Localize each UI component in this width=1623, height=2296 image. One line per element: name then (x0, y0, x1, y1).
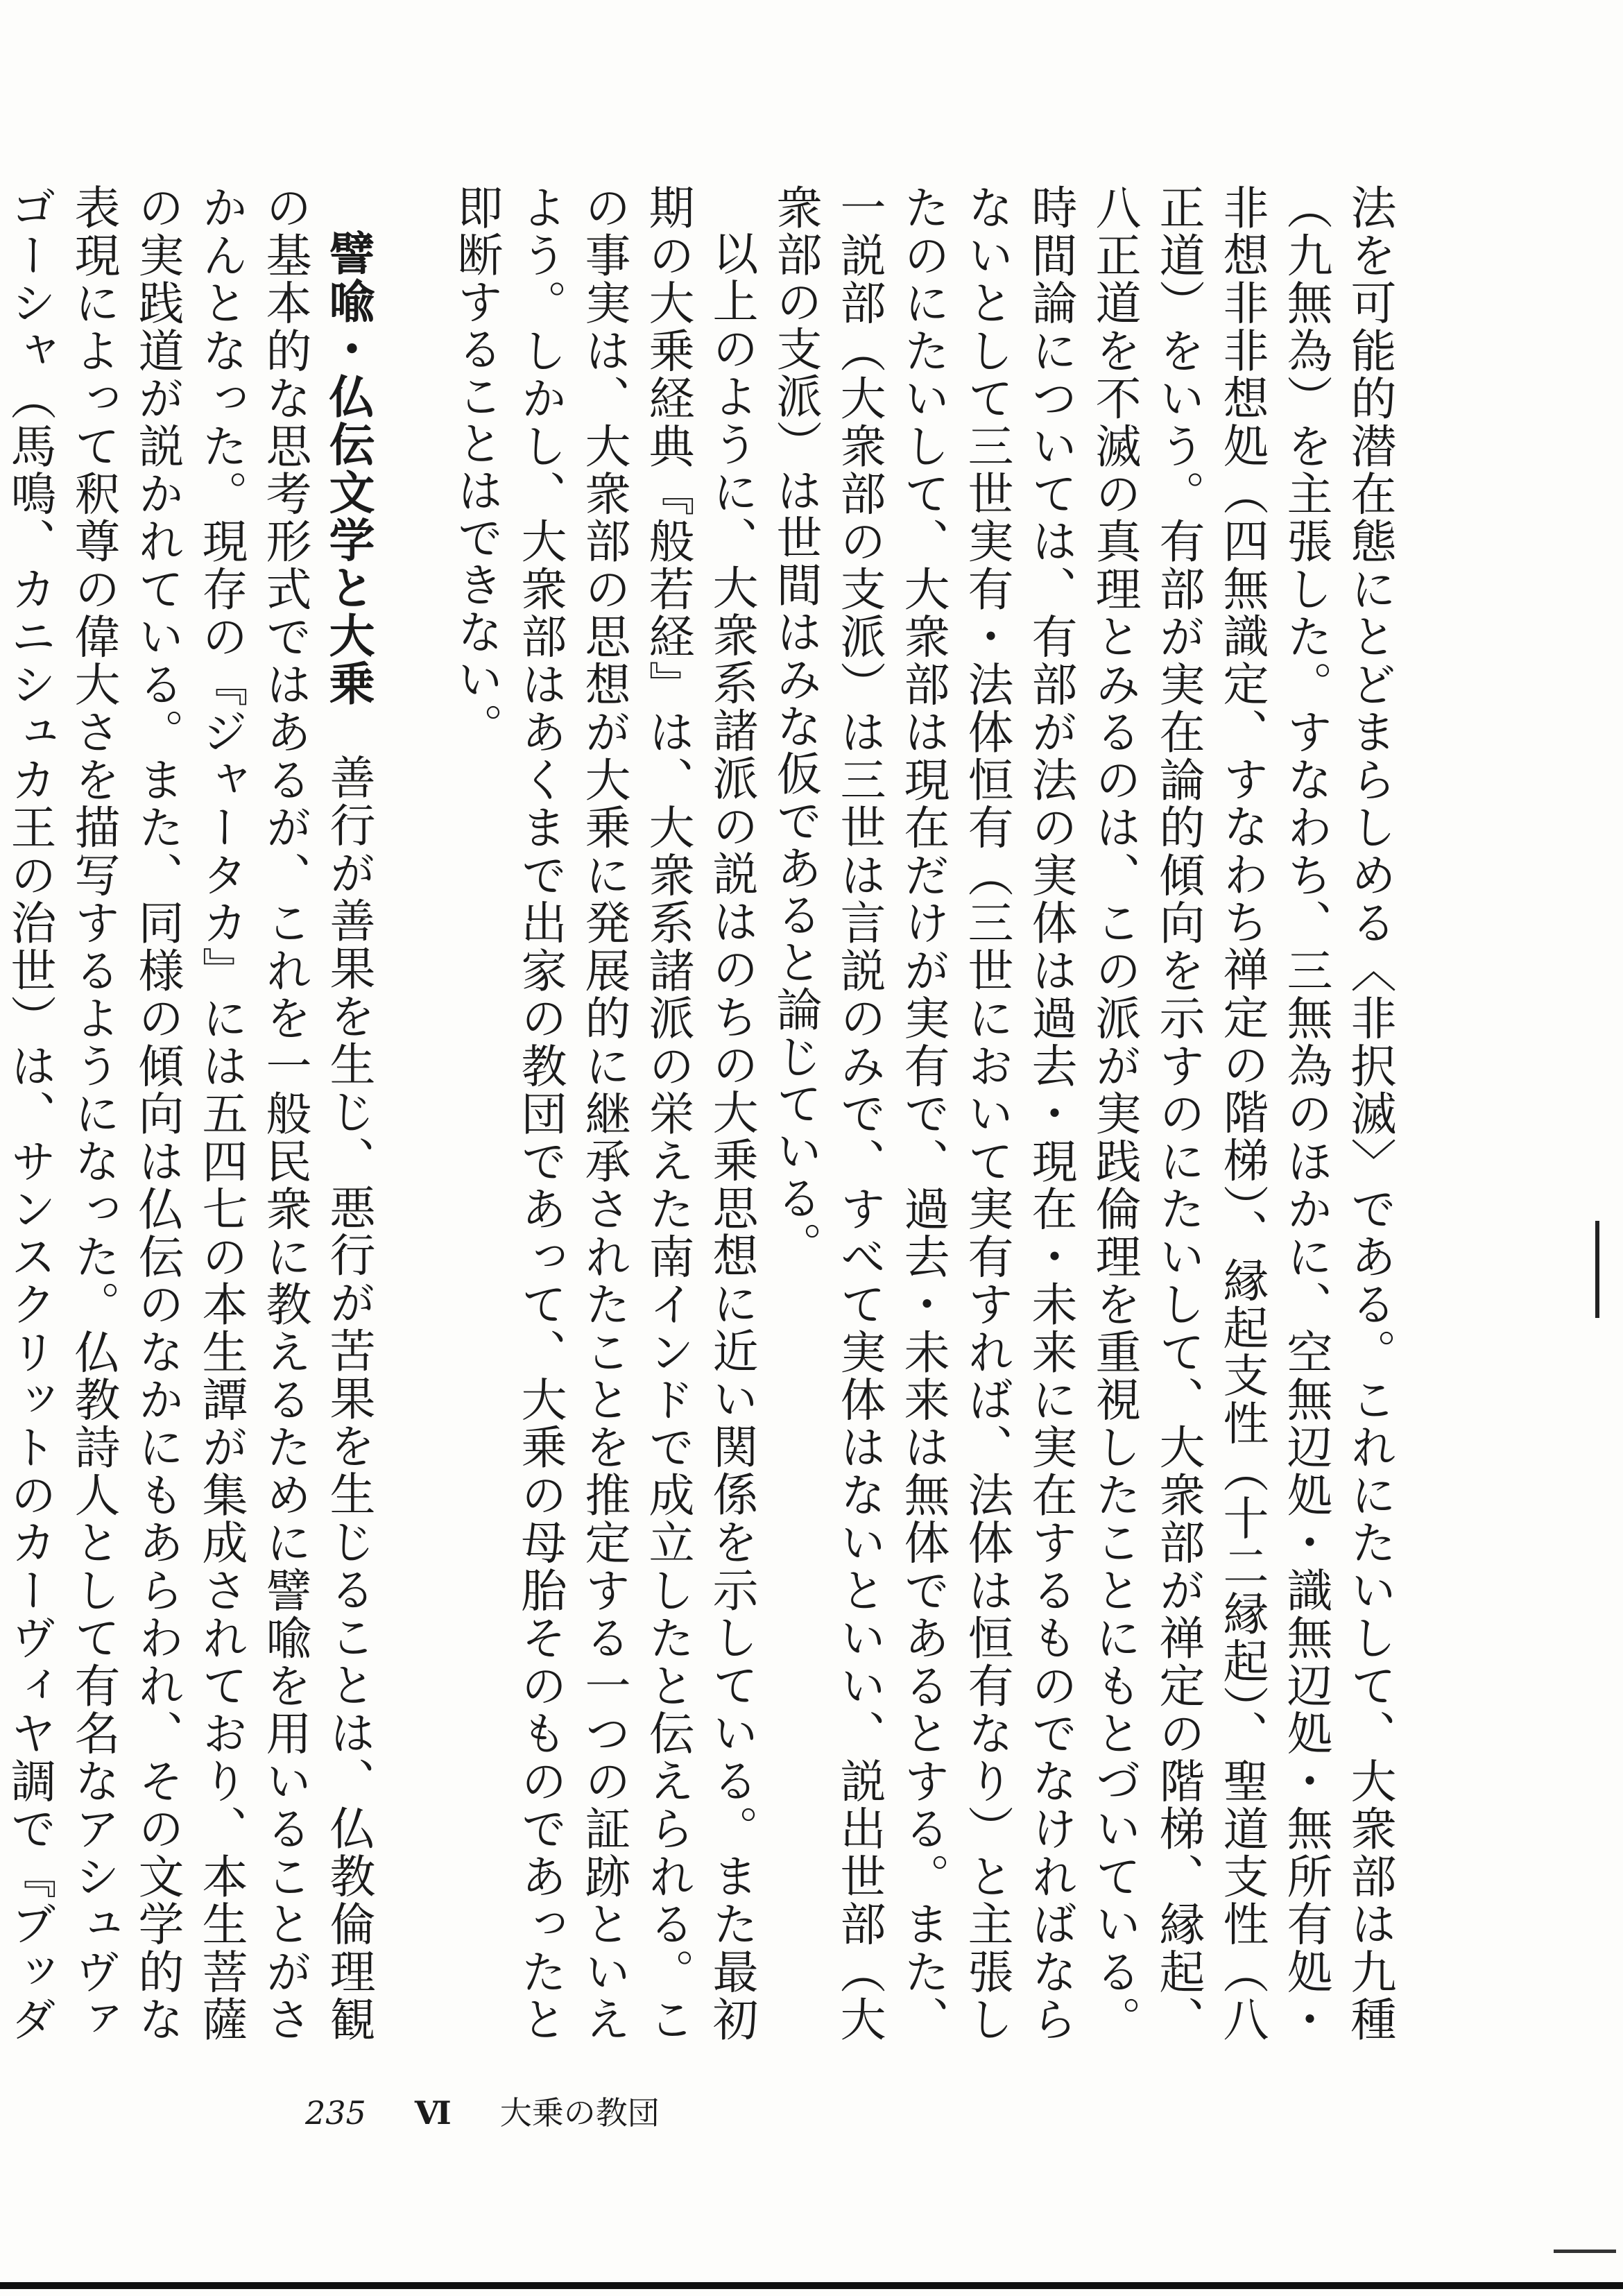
paragraph-1: 法を可能的潜在態にとどまらしめる〈非択滅〉である。これにたいして、大衆部は九種（九無為）を主張した。すなわち、三無為のほかに、空無辺処・識無辺処・無所有処・非想非非想処（四無識定、すなわち禅定の階梯）、縁起支性（十二縁起）、聖道支性（八正道）をいう。有部が実在論的傾向を示すのにたいして、大衆部が禅定の階梯、縁起、八正道を不滅の真理とみるのは、この派が実践倫理を重視したことにもとづいている。時間論については、有部が法の実体は過去・現在・未来に実在するものでなければならないとして三世実有・法体恒有（三世において実有すれば、法体は恒有なり）と主張したのにたいして、大衆部は現在だけが実有で、過去・未来は無体であるとする。また、一説部（大衆部の支派）は三世は言説のみで、すべて実体はないといい、説出世部（大衆部の支派）は世間はみな仮であると論じている。 (768, 184, 1396, 2043)
paragraph-3 (0, 184, 380, 2043)
body-text (0, 184, 1401, 2043)
page-footer (305, 2088, 660, 2134)
section-heading: 譬喩・仏伝文学と大乗 (321, 230, 375, 708)
scan-bottom-edge (0, 2282, 1623, 2289)
page-number: 235 (305, 2094, 366, 2132)
corner-mark (1554, 2250, 1616, 2253)
chapter-numeral: Ⅵ (414, 2094, 452, 2132)
paragraph-2: 以上のように、大衆系諸派の説はのちの大乗思想に近い関係を示している。また最初期の大乗経典『般若経』は、大衆系諸派の栄えた南インドで成立したと伝えられる。この事実は、大衆部の思想が大乗に発展的に継承されたことを推定する一つの証跡といえよう。しかし、大衆部はあくまで出家の教団であって、大乗の母胎そのものであったと即断することはできない。 (449, 184, 758, 2043)
chapter-title: 大乗の教団 (499, 2094, 660, 2132)
section-gap (380, 184, 444, 2043)
margin-mark (1595, 1221, 1599, 1318)
paragraph-3-body: 善行が善果を生じ、悪行が苦果を生じることは、仏教倫理観の基本的な思考形式ではあるが、これを一般民衆に教えるために譬喩を用いることがさかんとなった。現存の『ジャータカ』には五四七の本生譚が集成されており、本生菩薩の実践道が説かれている。また、同様の傾向は仏伝のなかにもあらわれ、その文学的な表現によって釈尊の偉大さを描写するようになった。仏教詩人として有名なアシュヴァゴーシャ（馬鳴、カニシュカ王の治世）は、サンスクリットのカーヴィヤ調で『ブッダ (3, 184, 375, 2044)
